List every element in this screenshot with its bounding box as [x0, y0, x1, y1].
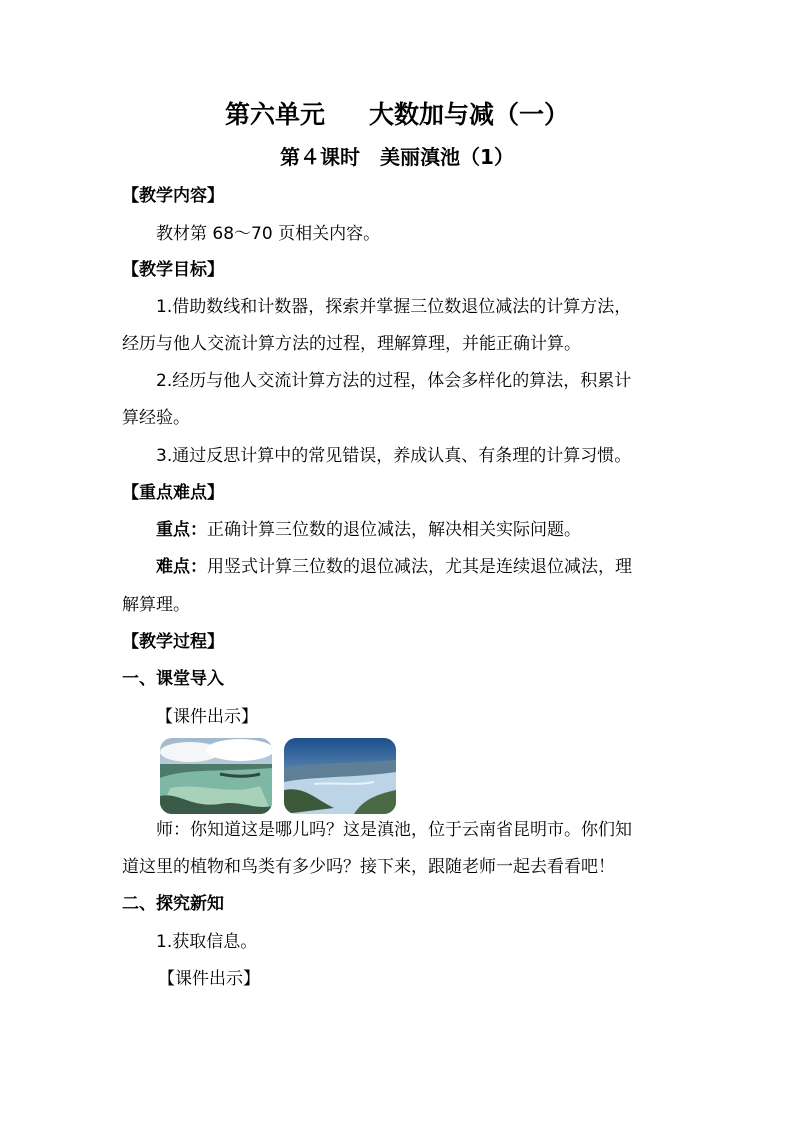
lesson-name: 美丽滇池（1） [380, 145, 514, 169]
goal-2-line-1: 2.经历与他人交流计算方法的过程，体会多样化的算法，积累计 [156, 371, 632, 391]
courseware-label-1: 【课件出示】 [156, 707, 258, 727]
difficult-point-label: 难点： [156, 557, 207, 577]
courseware-label-2: 【课件出示】 [158, 969, 260, 989]
goal-1-line-2: 经历与他人交流计算方法的过程，理解算理，并能正确计算。 [122, 334, 581, 354]
goal-2-line-2: 算经验。 [122, 408, 190, 428]
difficult-point-line-2: 解算理。 [122, 595, 190, 615]
part-1-heading: 一、课堂导入 [122, 669, 224, 689]
goal-1-line-1: 1.借助数线和计数器，探索并掌握三位数退位减法的计算方法， [156, 297, 632, 317]
teacher-speech-line-2: 道这里的植物和鸟类有多少吗？接下来，跟随老师一起去看看吧！ [122, 857, 615, 877]
unit-label: 第六单元 [224, 100, 325, 129]
lake-aerial-photo [160, 738, 272, 814]
heading-teaching-process: 【教学过程】 [122, 632, 224, 652]
teaching-content-text: 教材第 68～70 页相关内容。 [156, 224, 381, 244]
lake-landscape-photo [284, 738, 396, 814]
key-point-text: 正确计算三位数的退位减法，解决相关实际问题。 [207, 520, 581, 540]
key-point-label: 重点： [156, 520, 207, 540]
key-point [156, 518, 581, 542]
heading-teaching-goals: 【教学目标】 [122, 260, 224, 280]
heading-teaching-content: 【教学内容】 [122, 186, 224, 206]
heading-key-points: 【重点难点】 [122, 483, 224, 503]
goal-3: 3.通过反思计算中的常见错误，养成认真、有条理的计算习惯。 [156, 446, 632, 466]
difficult-point [156, 555, 632, 579]
lesson-number: 第４课时 [280, 145, 361, 169]
unit-topic: 大数加与减（一） [369, 100, 570, 129]
page-title [0, 98, 794, 132]
difficult-point-text: 用竖式计算三位数的退位减法，尤其是连续退位减法，理 [207, 557, 632, 577]
part-2-heading: 二、探究新知 [122, 894, 224, 914]
step-1: 1.获取信息。 [156, 932, 258, 952]
teacher-speech-line-1: 师：你知道这是哪儿吗？这是滇池，位于云南省昆明市。你们知 [156, 820, 632, 840]
lesson-subtitle [0, 142, 794, 172]
